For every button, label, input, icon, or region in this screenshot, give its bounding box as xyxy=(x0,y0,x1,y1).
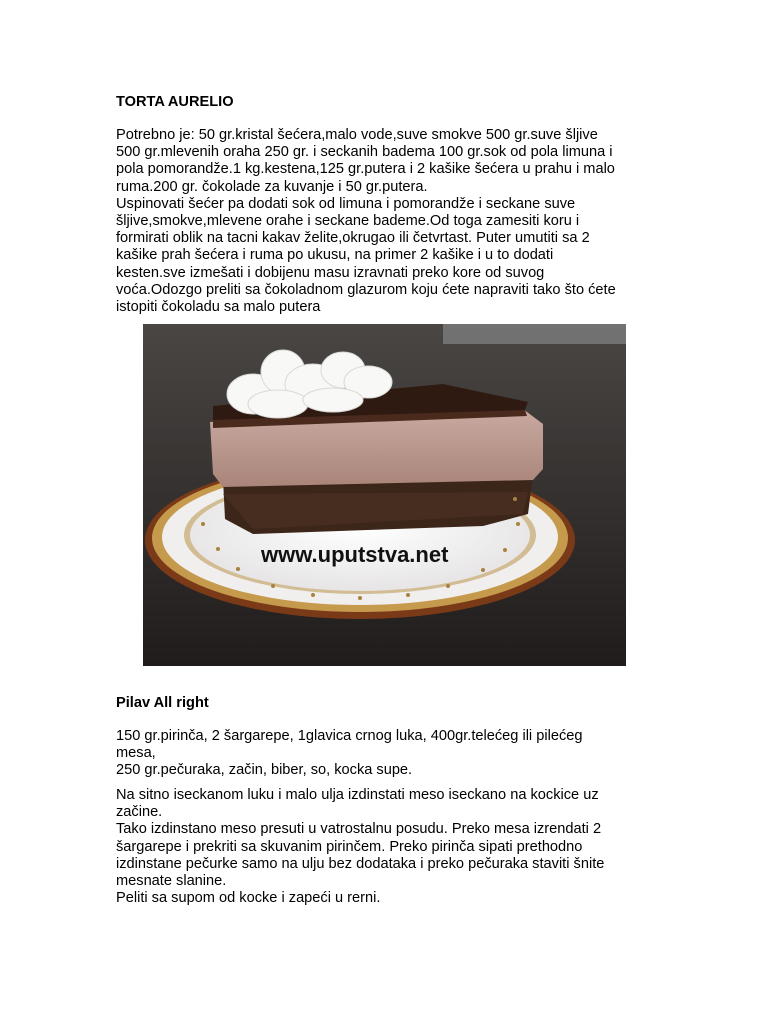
text-line: šargarepe i prekriti sa skuvanim pirinčem. Preko pirinča sipati prethodno xyxy=(116,838,583,855)
text-line: 250 gr.pečuraka, začin, biber, so, kocka supe. xyxy=(116,762,413,779)
text-line: 500 gr.mlevenih oraha 250 gr. i seckanih badema 100 gr.sok od pola limuna i xyxy=(116,144,613,161)
text-line: kesten.sve izmešati i dobijenu masu izravnati preko kore od suvog xyxy=(116,264,545,281)
text-line: pola pomorandže.1 kg.kestena,125 gr.putera i 2 kašike šećera u prahu i malo xyxy=(116,161,615,178)
text-line: Tako izdinstano meso presuti u vatrostalnu posudu. Preko mesa izrendati 2 xyxy=(116,821,602,838)
text-line: mesnate slanine. xyxy=(116,873,227,890)
recipe-title-torta: TORTA AURELIO xyxy=(116,94,234,110)
cake-photo xyxy=(143,324,626,666)
text-line: izdinstane pečurke samo na ulju bez dodataka i preko pečuraka staviti šnite xyxy=(116,855,605,872)
text-line: formirati oblik na tacni kakav želite,okrugao ili četvrtast. Puter umutiti sa 2 xyxy=(116,230,590,247)
text-line: Na sitno iseckanom luku i malo ulja izdinstati meso iseckano na kockice uz xyxy=(116,787,599,803)
photo-watermark: www.uputstva.net xyxy=(261,542,449,567)
text-line: šljive,smokve,mlevene orahe i seckane bademe.Od toga zamesiti koru i xyxy=(116,213,580,230)
text-line: istopiti čokoladu sa malo putera xyxy=(116,299,321,316)
text-line: Potrebno je: 50 gr.kristal šećera,malo vode,suve smokve 500 gr.suve šljive xyxy=(116,127,598,143)
text-line: voća.Odozgo preliti sa čokoladnom glazurom koju ćete napraviti tako što ćete xyxy=(116,281,616,298)
text-line: kašike prah šećera i ruma po ukusu, na primer 2 kašike i u to dodati xyxy=(116,247,554,264)
text-line: 150 gr.pirinča, 2 šargarepe, 1glavica crnog luka, 400gr.telećeg ili pilećeg xyxy=(116,728,583,744)
text-line: začine. xyxy=(116,804,163,821)
text-line: Uspinovati šećer pa dodati sok od limuna i pomorandže i seckane suve xyxy=(116,195,576,212)
text-line: ruma.200 gr. čokolade za kuvanje i 50 gr.putera. xyxy=(116,178,428,195)
recipe-title-pilav: Pilav All right xyxy=(116,695,209,711)
recipe-method-pilav xyxy=(116,787,656,907)
text-line: Peliti sa supom od kocke i zapeći u rerni. xyxy=(116,890,381,907)
recipe-ingredients-pilav xyxy=(116,728,656,780)
recipe-text-torta xyxy=(116,127,656,316)
text-line: mesa, xyxy=(116,745,156,762)
